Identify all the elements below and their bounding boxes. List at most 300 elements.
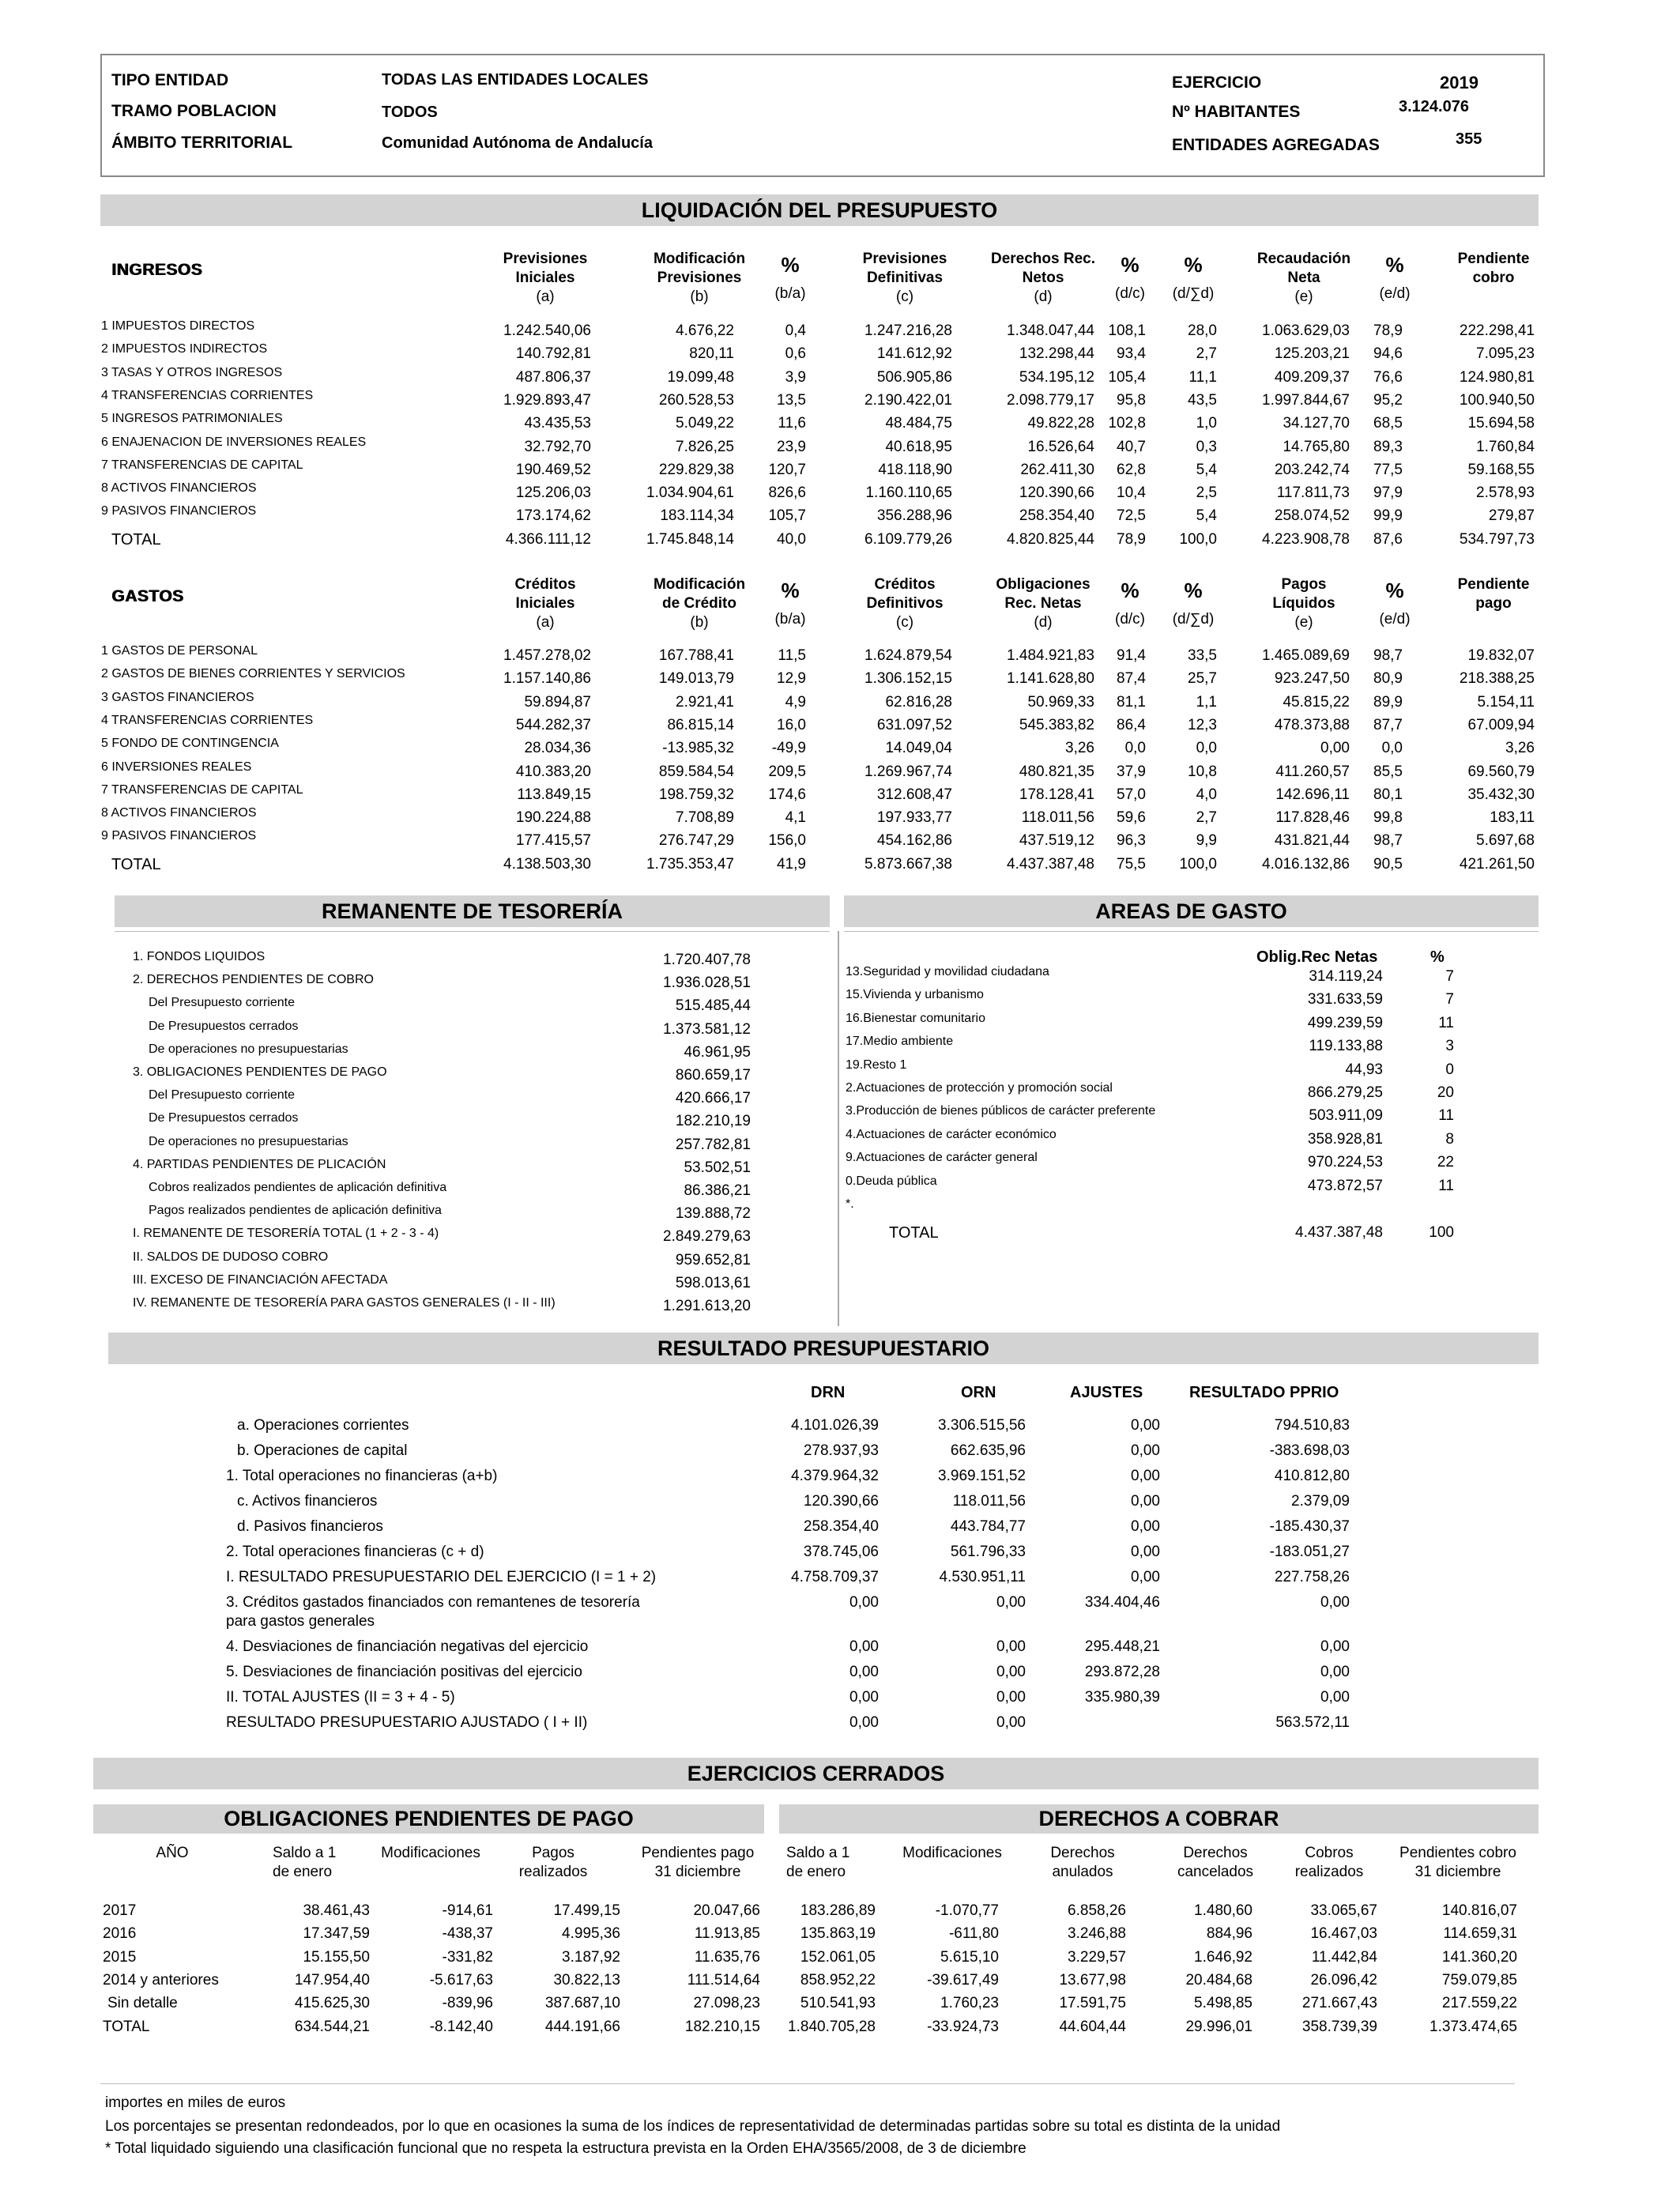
remanente-row-value: 598.013,61 [675, 1274, 751, 1291]
ejercicio-value: 2019 [1440, 73, 1478, 92]
areas-total-value: 4.437.387,48 [1295, 1224, 1383, 1241]
ingresos-cell: 826,6 [768, 484, 806, 502]
cerrados-cell: 1.480,60 [1194, 1902, 1252, 1919]
cerrados-cell: 147.954,40 [294, 1971, 370, 1989]
ingresos-header-line3: (a) [536, 288, 555, 305]
ingresos-cell: 183.114,34 [660, 507, 734, 525]
gastos-row-label: 4 TRANSFERENCIAS CORRIENTES [101, 713, 314, 727]
cerrados-header-line1: Modificaciones [381, 1845, 480, 1861]
cerrados-header-line2: anulados [1052, 1864, 1113, 1880]
remanente-row-value: 139.888,72 [675, 1205, 751, 1223]
agregadas-value: 355 [1456, 130, 1482, 148]
cerrados-cell: 217.559,22 [1441, 1995, 1517, 2012]
ingresos-cell: 16.526,64 [1027, 438, 1094, 455]
cerrados-cell: 884,96 [1206, 1925, 1252, 1943]
cerrados-cell: 182.210,15 [684, 2018, 760, 2035]
ingresos-cell: 4.676,22 [676, 322, 734, 339]
gastos-cell: 100,0 [1179, 855, 1217, 873]
ingresos-header-line2: Neta [1287, 270, 1320, 286]
ingresos-cell: 68,5 [1373, 415, 1403, 432]
gastos-cell: 197.933,77 [876, 809, 952, 827]
resultado-cell: 120.390,66 [803, 1493, 879, 1510]
resultado-cell: 0,00 [996, 1714, 1026, 1731]
gastos-cell: 3,26 [1505, 740, 1535, 757]
resultado-cell: 0,00 [1131, 1518, 1160, 1535]
ingresos-header-line1: Recaudación [1256, 251, 1351, 267]
gastos-header-sub: (b/a) [774, 611, 806, 628]
cerrados-cell: 141.360,20 [1441, 1948, 1517, 1966]
areas-row-label: 16.Bienestar comunitario [846, 1011, 985, 1025]
cerrados-header-line2: 31 diciembre [654, 1864, 741, 1880]
cerrados-cell: -33.924,73 [927, 2018, 999, 2035]
cerrados-cell: 3.229,57 [1068, 1948, 1126, 1966]
areas-total-label: TOTAL [889, 1224, 939, 1242]
ingresos-row-label: TOTAL [111, 530, 161, 548]
footer-note: Los porcentajes se presentan redondeados, por lo que en ocasiones la suma de los índices de representatividad de determinadas partidas sobre su total es distinta de la unidad [105, 2118, 1281, 2135]
ingresos-cell: 14.765,80 [1283, 438, 1350, 455]
resultado-cell: 278.937,93 [803, 1442, 879, 1459]
gastos-cell: 198.759,32 [658, 786, 734, 803]
resultado-cell: 561.796,33 [950, 1544, 1026, 1560]
areas-rule [844, 931, 1539, 932]
remanente-rule [115, 931, 830, 932]
ingresos-header-line1: Derechos Rec. [990, 251, 1095, 267]
remanente-row-value: 53.502,51 [684, 1159, 751, 1176]
ingresos-cell: 4.223.908,78 [1262, 530, 1350, 548]
gastos-cell: -49,9 [771, 740, 806, 757]
areas-row-pct: 7 [1445, 991, 1454, 1008]
gastos-cell: 57,0 [1117, 786, 1146, 803]
areas-row-value: 970.224,53 [1307, 1154, 1383, 1171]
ingresos-header-pct: % [1184, 253, 1203, 277]
gastos-cell: 12,9 [777, 670, 806, 688]
cerrados-cell: 387.687,10 [544, 1995, 620, 2012]
gastos-cell: 5.873.667,38 [864, 855, 952, 873]
gastos-header-pct: % [1121, 579, 1139, 602]
gastos-cell: 4.016.132,86 [1262, 855, 1350, 873]
gastos-cell: 37,9 [1117, 763, 1146, 780]
ingresos-cell: 11,6 [778, 415, 806, 432]
remanente-row-value: 860.659,17 [675, 1067, 751, 1084]
cerrados-cell: -611,80 [948, 1925, 999, 1943]
cerrados-cell: 444.191,66 [544, 2018, 620, 2035]
resultado-cell: 293.872,28 [1084, 1664, 1160, 1680]
cerrados-cell: 271.667,43 [1301, 1995, 1377, 2012]
ingresos-cell: 2.578,93 [1476, 484, 1535, 502]
cerrados-cell: 11.635,76 [694, 1948, 760, 1966]
cerrados-cell: 20.484,68 [1185, 1971, 1252, 1989]
ingresos-cell: 100.940,50 [1459, 391, 1535, 409]
gastos-cell: 81,1 [1117, 693, 1146, 711]
resultado-cell: 0,00 [1131, 1468, 1160, 1484]
ingresos-header-line1: Previsiones [503, 251, 588, 267]
ingresos-header-line2: Iniciales [515, 270, 575, 286]
tramo-value: TODOS [382, 104, 438, 121]
ingresos-row-label: 2 IMPUESTOS INDIRECTOS [101, 342, 268, 356]
ingresos-cell: 49.822,28 [1027, 415, 1094, 432]
remanente-row-value: 86.386,21 [684, 1182, 751, 1199]
resultado-cell: 0,00 [1131, 1442, 1160, 1459]
ingresos-cell: 1.247.216,28 [864, 322, 952, 339]
gastos-cell: 178.128,41 [1019, 786, 1094, 803]
ingresos-cell: 5,4 [1196, 461, 1217, 478]
gastos-cell: 218.388,25 [1459, 670, 1535, 688]
gastos-cell: 41,9 [777, 855, 806, 873]
ingresos-section-label: INGRESOS [111, 261, 202, 279]
gastos-row-label: 7 TRANSFERENCIAS DE CAPITAL [101, 782, 303, 797]
gastos-cell: 12,3 [1188, 716, 1217, 733]
gastos-cell: 118.011,56 [1021, 809, 1094, 827]
gastos-cell: 28.034,36 [524, 740, 591, 757]
ingresos-cell: 5.049,22 [676, 415, 734, 432]
cerrados-cell: 26.096,42 [1310, 1971, 1377, 1989]
resultado-cell: 0,00 [1131, 1417, 1160, 1434]
ingresos-cell: 125.203,21 [1274, 345, 1350, 363]
cerrados-cell: 4.995,36 [562, 1925, 620, 1943]
areas-row-label: 17.Medio ambiente [846, 1035, 954, 1049]
gastos-header-line1: Pagos [1281, 576, 1327, 593]
gastos-cell: 89,9 [1373, 693, 1403, 711]
resultado-row-label: 2. Total operaciones financieras (c + d) [226, 1544, 484, 1560]
resultado-cell: 335.980,39 [1084, 1689, 1160, 1706]
gastos-cell: 923.247,50 [1274, 670, 1350, 688]
resultado-row-label: 1. Total operaciones no financieras (a+b) [226, 1468, 498, 1484]
ingresos-cell: 260.528,53 [658, 391, 734, 409]
ambito-label: ÁMBITO TERRITORIAL [111, 134, 293, 152]
gastos-cell: 1.624.879,54 [864, 647, 952, 664]
resultado-cell: 4.758.709,37 [791, 1569, 879, 1585]
cerrados-cell: 114.659,31 [1443, 1925, 1517, 1943]
gastos-cell: 431.821,44 [1274, 832, 1350, 850]
resultado-row-label: 5. Desviaciones de financiación positivas del ejercicio [226, 1664, 582, 1680]
resultado-cell: 0,00 [849, 1714, 879, 1731]
cerrados-header-line2: realizados [1294, 1864, 1364, 1880]
cerrados-cell: -8.142,40 [429, 2018, 493, 2035]
gastos-header-sub: (d/c) [1115, 611, 1145, 628]
ingresos-cell: 0,6 [785, 345, 806, 363]
remanente-row-value: 1.373.581,12 [663, 1020, 751, 1038]
ingresos-header-pct: % [1121, 253, 1139, 277]
cerrados-header-line1: Cobros [1305, 1845, 1354, 1861]
ingresos-header-line1: Previsiones [862, 251, 947, 267]
gastos-cell: 859.584,54 [658, 763, 734, 780]
ingresos-cell: 2.098.779,17 [1007, 391, 1094, 409]
gastos-cell: 156,0 [768, 832, 806, 850]
ingresos-cell: 11,1 [1188, 368, 1217, 386]
ingresos-cell: 262.411,30 [1020, 461, 1094, 478]
areas-row-label: 4.Actuaciones de carácter económico [846, 1127, 1057, 1141]
gastos-cell: 2,7 [1196, 809, 1217, 827]
gastos-row-label: 5 FONDO DE CONTINGENCIA [101, 737, 279, 751]
areas-row-value: 119.133,88 [1309, 1038, 1383, 1055]
cerrados-header-line1: Derechos [1183, 1845, 1248, 1861]
cerrados-row-label: 2017 [103, 1902, 137, 1919]
gastos-row-label: 1 GASTOS DE PERSONAL [101, 644, 258, 658]
ingresos-cell: 40.618,95 [885, 438, 952, 455]
ingresos-cell: 117.811,73 [1276, 484, 1350, 502]
ingresos-row-label: 7 TRANSFERENCIAS DE CAPITAL [101, 458, 303, 472]
footer-rule [100, 2083, 1515, 2084]
remanente-row-label: 4. PARTIDAS PENDIENTES DE PLICACIÓN [133, 1157, 386, 1171]
remanente-row-value: 46.961,95 [684, 1043, 751, 1061]
ingresos-cell: 120,7 [768, 461, 806, 478]
gastos-cell: 4,0 [1196, 786, 1217, 803]
resultado-cell: 378.745,06 [803, 1544, 879, 1560]
cerrados-header-line1: Saldo a 1 [273, 1845, 337, 1861]
ingresos-header-pct: % [1385, 253, 1404, 277]
cerrados-cell: 183.286,89 [800, 1902, 876, 1919]
cerrados-cell: 17.347,59 [303, 1925, 370, 1943]
remanente-row-label: III. EXCESO DE FINANCIACIÓN AFECTADA [133, 1272, 388, 1287]
areas-divider [838, 931, 839, 1326]
cerrados-cell: 1.840.705,28 [788, 2018, 876, 2035]
ingresos-cell: 534.195,12 [1019, 368, 1094, 386]
gastos-cell: 67.009,94 [1467, 716, 1535, 733]
gastos-cell: 85,5 [1373, 763, 1403, 780]
resultado-cell: 0,00 [849, 1594, 879, 1611]
cerrados-cell: -1.070,77 [935, 1902, 999, 1919]
cerrados-cell: 5.615,10 [940, 1948, 999, 1966]
gastos-cell: 16,0 [777, 716, 806, 733]
ingresos-header-line2: cobro [1472, 270, 1515, 286]
resultado-cell: 118.011,56 [952, 1493, 1026, 1510]
ingresos-header-line1: Pendiente [1457, 251, 1530, 267]
cerrados-header-line2: cancelados [1177, 1864, 1254, 1880]
gastos-header-line3: (b) [690, 614, 709, 631]
ingresos-cell: 59.168,55 [1467, 461, 1535, 478]
remanente-row-label: Pagos realizados pendientes de aplicación definitiva [149, 1204, 442, 1218]
ingresos-cell: 2.190.422,01 [864, 391, 952, 409]
tipo-entidad-value: TODAS LAS ENTIDADES LOCALES [382, 71, 649, 89]
ingresos-cell: 1.745.848,14 [646, 530, 734, 548]
ambito-value: Comunidad Autónoma de Andalucía [382, 134, 653, 152]
resultado-row-label: a. Operaciones corrientes [237, 1417, 409, 1434]
gastos-cell: 59,6 [1117, 809, 1146, 827]
remanente-row-value: 420.666,17 [675, 1090, 751, 1107]
ingresos-cell: 1.760,84 [1476, 438, 1535, 455]
gastos-cell: 177.415,57 [515, 832, 591, 850]
ingresos-cell: 4.366.111,12 [505, 530, 591, 548]
gastos-cell: 1.735.353,47 [646, 855, 734, 873]
ingresos-header-sub: (b/a) [774, 285, 806, 302]
agregadas-label: ENTIDADES AGREGADAS [1172, 136, 1380, 154]
gastos-cell: 1,1 [1196, 693, 1217, 711]
gastos-section-label: GASTOS [111, 587, 184, 605]
cerrados-cell: -5.617,63 [429, 1971, 493, 1989]
ingresos-cell: 72,5 [1117, 507, 1146, 525]
gastos-cell: 9,9 [1196, 832, 1217, 850]
areas-row-value: 473.872,57 [1307, 1177, 1383, 1194]
remanente-row-value: 515.485,44 [675, 997, 751, 1015]
ingresos-cell: 87,6 [1373, 530, 1403, 548]
ingresos-cell: 95,2 [1373, 391, 1403, 409]
gastos-cell: 276.747,29 [658, 832, 734, 850]
ingresos-cell: 534.797,73 [1459, 530, 1535, 548]
resultado-cell: 0,00 [1320, 1638, 1350, 1655]
ingresos-cell: 13,5 [777, 391, 806, 409]
cerrados-title: EJERCICIOS CERRADOS [93, 1758, 1539, 1789]
remanente-row-label: 3. OBLIGACIONES PENDIENTES DE PAGO [133, 1065, 387, 1079]
gastos-row-label: 3 GASTOS FINANCIEROS [101, 690, 254, 704]
gastos-cell: 437.519,12 [1019, 832, 1094, 850]
ingresos-cell: 141.612,92 [876, 345, 952, 363]
ingresos-header-sub: (d/∑d) [1172, 285, 1215, 302]
cerrados-cell: 17.591,75 [1059, 1995, 1126, 2012]
ingresos-cell: 97,9 [1373, 484, 1403, 502]
resultado-cell: 0,00 [849, 1638, 879, 1655]
remanente-row-value: 182.210,19 [675, 1113, 751, 1130]
gastos-header-line1: Modificación [653, 576, 746, 593]
resultado-row-label: 3. Créditos gastados financiados con remantenes de tesorería [226, 1594, 640, 1611]
ingresos-cell: 23,9 [777, 438, 806, 455]
resultado-cell: 0,00 [849, 1689, 879, 1706]
ingresos-header-sub: (d/c) [1115, 285, 1145, 302]
gastos-row-label: 6 INVERSIONES REALES [101, 760, 252, 774]
gastos-header-line2: pago [1475, 595, 1512, 612]
gastos-header-sub: (d/∑d) [1172, 611, 1215, 628]
cerrados-cell: 11.442,84 [1311, 1948, 1377, 1966]
gastos-cell: 312.608,47 [876, 786, 952, 803]
remanente-row-value: 959.652,81 [675, 1251, 751, 1269]
gastos-header-line3: (e) [1294, 614, 1313, 631]
ingresos-cell: 99,9 [1373, 507, 1403, 525]
ingresos-cell: 1.063.629,03 [1262, 322, 1350, 339]
ingresos-cell: 120.390,66 [1019, 484, 1094, 502]
cerrados-header-line2: de enero [786, 1864, 846, 1880]
ingresos-cell: 28,0 [1188, 322, 1217, 339]
gastos-header-line1: Obligaciones [996, 576, 1090, 593]
gastos-cell: 62.816,28 [885, 693, 952, 711]
resultado-row-label: b. Operaciones de capital [237, 1442, 408, 1459]
cerrados-cell: 20.047,66 [693, 1902, 760, 1919]
ingresos-cell: 7.095,23 [1476, 345, 1535, 363]
ingresos-header-line3: (e) [1294, 288, 1313, 305]
gastos-header-line2: Líquidos [1272, 595, 1335, 612]
ingresos-cell: 3,9 [785, 368, 806, 386]
gastos-cell: 478.373,88 [1274, 716, 1350, 733]
habitantes-label: Nº HABITANTES [1172, 103, 1301, 121]
remanente-row-value: 1.720.407,78 [663, 952, 751, 968]
cerrados-row-label: 2014 y anteriores [103, 1971, 219, 1989]
tramo-label: TRAMO POBLACION [111, 102, 277, 120]
resultado-cell: 227.758,26 [1274, 1569, 1350, 1585]
gastos-cell: 1.484.921,83 [1007, 647, 1094, 664]
gastos-header-sub: (e/d) [1379, 611, 1411, 628]
ingresos-cell: 105,4 [1108, 368, 1146, 386]
areas-row-label: 13.Seguridad y movilidad ciudadana [846, 965, 1049, 978]
resultado-cell: 295.448,21 [1084, 1638, 1160, 1655]
resultado-cell: 0,00 [996, 1638, 1026, 1655]
gastos-cell: 454.162,86 [876, 832, 952, 850]
areas-row-pct: 0 [1445, 1061, 1454, 1078]
ingresos-cell: 124.980,81 [1459, 368, 1535, 386]
cerrados-cell: 1.373.474,65 [1430, 2018, 1517, 2035]
resultado-cell: 2.379,09 [1291, 1493, 1350, 1510]
ingresos-cell: 105,7 [768, 507, 806, 525]
gastos-cell: 480.821,35 [1019, 763, 1094, 780]
gastos-header-line1: Créditos [514, 576, 576, 593]
gastos-cell: 411.260,57 [1275, 763, 1350, 780]
gastos-row-label: 2 GASTOS DE BIENES CORRIENTES Y SERVICIOS [101, 667, 405, 681]
ingresos-cell: 93,4 [1117, 345, 1146, 363]
ingresos-header-pct: % [781, 253, 800, 277]
obligaciones-title: OBLIGACIONES PENDIENTES DE PAGO [93, 1804, 764, 1834]
ingresos-header-line2: Netos [1022, 270, 1064, 286]
cerrados-cell: -839,96 [442, 1995, 493, 2012]
cerrados-cell: -331,82 [442, 1948, 493, 1966]
gastos-cell: 410.383,20 [515, 763, 591, 780]
cerrados-cell: 415.625,30 [294, 1995, 370, 2012]
remanente-row-value: 2.849.279,63 [663, 1228, 751, 1246]
ingresos-cell: 6.109.779,26 [864, 530, 952, 548]
cerrados-cell: 3.246,88 [1068, 1925, 1126, 1943]
habitantes-value: 3.124.076 [1399, 98, 1469, 115]
ingresos-row-label: 1 IMPUESTOS DIRECTOS [101, 319, 255, 333]
footer-units: importes en miles de euros [105, 2094, 286, 2111]
gastos-cell: -13.985,32 [662, 740, 734, 757]
ingresos-cell: 1.242.540,06 [503, 322, 591, 339]
derechos-title: DERECHOS A COBRAR [779, 1804, 1539, 1834]
cerrados-cell: -39.617,49 [927, 1971, 999, 1989]
cerrados-header-line2: realizados [518, 1864, 588, 1880]
ingresos-header-sub: (e/d) [1379, 285, 1411, 302]
ingresos-cell: 78,9 [1117, 530, 1146, 548]
gastos-cell: 209,5 [768, 763, 806, 780]
gastos-cell: 7.708,89 [676, 809, 734, 827]
remanente-row-label: Del Presupuesto corriente [149, 996, 295, 1010]
cerrados-row-label: 2015 [103, 1948, 137, 1966]
resultado-row-label: d. Pasivos financieros [237, 1518, 383, 1535]
resultado-cell: 662.635,96 [950, 1442, 1026, 1459]
gastos-header-line2: Definitivos [866, 595, 944, 612]
cerrados-cell: 634.544,21 [294, 2018, 370, 2035]
cerrados-cell: 152.061,05 [800, 1948, 876, 1966]
resultado-row-label: 4. Desviaciones de financiación negativas del ejercicio [226, 1638, 589, 1655]
resultado-row-label: c. Activos financieros [237, 1493, 378, 1510]
gastos-cell: 0,0 [1196, 740, 1217, 757]
ingresos-cell: 78,9 [1373, 322, 1403, 339]
gastos-cell: 0,0 [1124, 740, 1146, 757]
resultado-cell: 334.404,46 [1084, 1594, 1160, 1611]
ingresos-row-label: 5 INGRESOS PATRIMONIALES [101, 412, 283, 426]
remanente-row-label: De operaciones no presupuestarias [149, 1134, 348, 1148]
ingresos-cell: 0,4 [785, 322, 806, 339]
gastos-header-line3: (d) [1034, 614, 1053, 631]
ingresos-cell: 43,5 [1188, 391, 1217, 409]
cerrados-cell: 6.858,26 [1068, 1902, 1126, 1919]
ingresos-cell: 40,7 [1117, 438, 1146, 455]
resultado-cell: -383.698,03 [1269, 1442, 1350, 1459]
gastos-row-label: 8 ACTIVOS FINANCIEROS [101, 806, 257, 820]
areas-row-value: 358.928,81 [1307, 1130, 1383, 1148]
remanente-row-value: 1.291.613,20 [663, 1298, 751, 1314]
gastos-cell: 545.383,82 [1019, 716, 1094, 733]
remanente-row-label: I. REMANENTE DE TESORERÍA TOTAL (1 + 2 - 3 - 4) [133, 1227, 439, 1241]
gastos-cell: 80,1 [1373, 786, 1403, 803]
gastos-cell: 75,5 [1117, 855, 1146, 873]
cerrados-cell: 135.863,19 [800, 1925, 876, 1943]
cerrados-cell: -438,37 [442, 1925, 493, 1943]
ingresos-header-line2: Definitivas [866, 270, 944, 286]
cerrados-cell: -914,61 [442, 1902, 493, 1919]
resultado-cell: 563.572,11 [1275, 1714, 1350, 1731]
resultado-cell: 0,00 [1320, 1689, 1350, 1706]
cerrados-header-line2: 31 diciembre [1414, 1864, 1501, 1880]
cerrados-cell: 1.646,92 [1194, 1948, 1252, 1966]
gastos-cell: 69.560,79 [1467, 763, 1535, 780]
gastos-cell: 142.696,11 [1275, 786, 1350, 803]
ingresos-cell: 820,11 [689, 345, 734, 363]
